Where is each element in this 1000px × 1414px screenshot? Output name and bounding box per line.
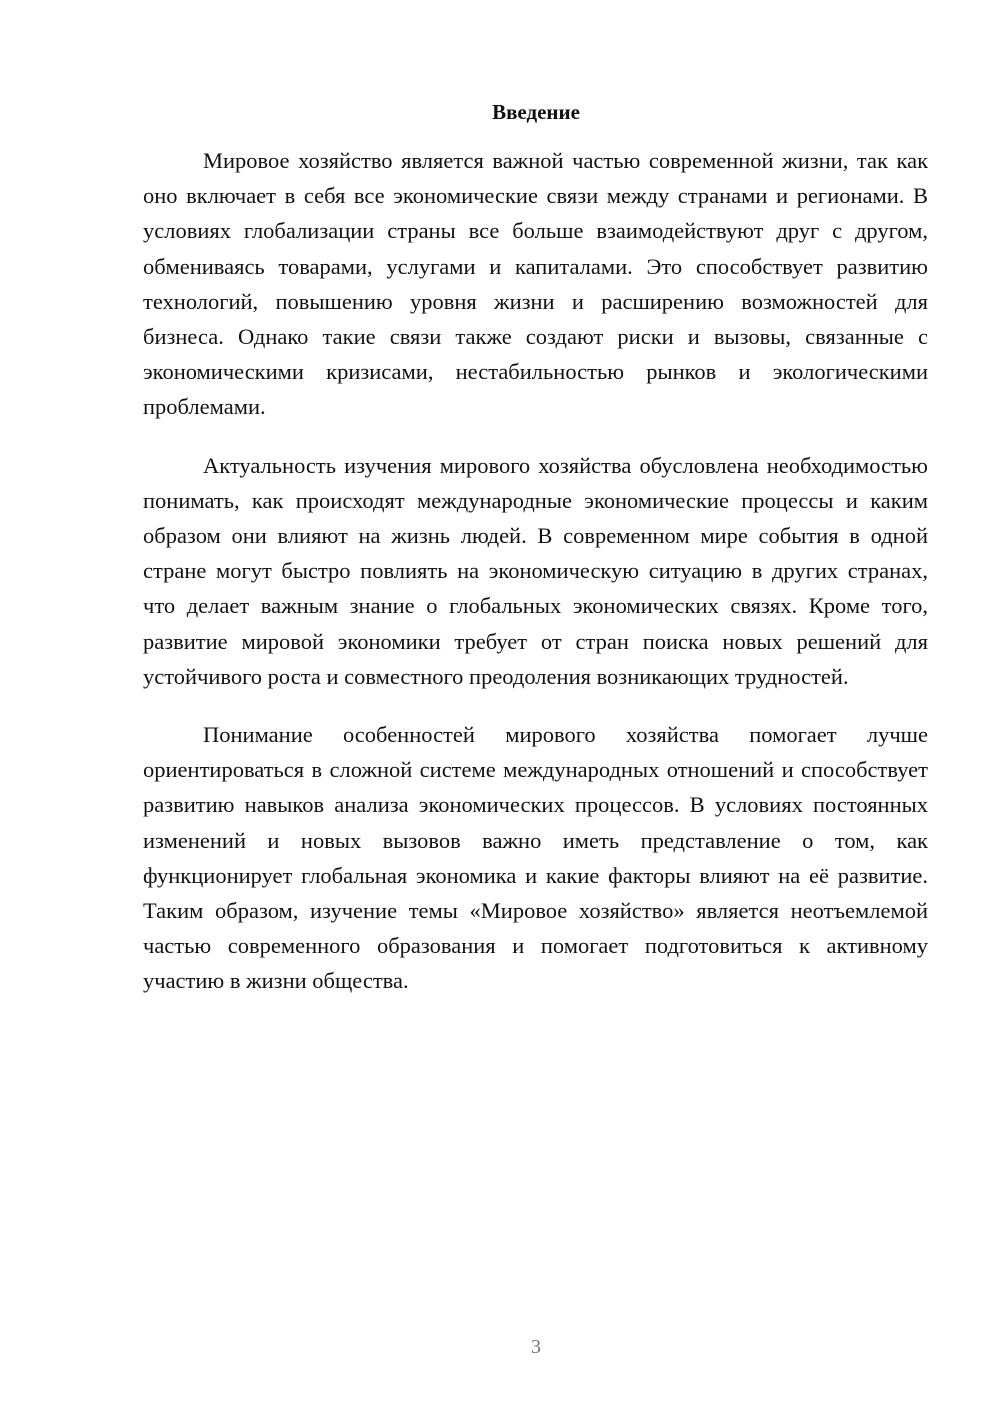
page-number: 3: [531, 1336, 541, 1358]
paragraph-1: Мировое хозяйство является важной частью современной жизни, так как оно включает в себя все экономические связи между странами и регионами. В условиях глобализации страны все больше взаимодействуют друг с другом, обмениваясь товарами, услугами и капиталами. Это способствует развитию технологий, повышению уровня жизни и расширению возможностей для бизнеса. Однако такие связи также создают риски и вызовы, связанные с экономическими кризисами, нестабильностью рынков и экологическими проблемами.: [143, 148, 928, 420]
section-heading: Введение: [492, 100, 580, 124]
paragraph-2: Актуальность изучения мирового хозяйства обусловлена необходимостью понимать, как происходят международные экономические процессы и каким образом они влияют на жизнь людей. В современном мире события в одной стране могут быстро повлиять на экономическую ситуацию в других странах, что делает важным знание о глобальных экономических связях. Кроме того, развитие мировой экономики требует от стран поиска новых решений для устойчивого роста и совместного преодоления возникающих трудностей.: [143, 452, 928, 689]
paragraph-3: Понимание особенностей мирового хозяйства помогает лучше ориентироваться в сложной системе международных отношений и способствует развитию навыков анализа экономических процессов. В условиях постоянных изменений и новых вызовов важно иметь представление о том, как функционирует глобальная экономика и какие факторы влияют на её развитие. Таким образом, изучение темы «Мировое хозяйство» является неотъемлемой частью современного образования и помогает подготовиться к активному участию в жизни общества.: [143, 722, 928, 994]
body-text: [143, 143, 928, 999]
